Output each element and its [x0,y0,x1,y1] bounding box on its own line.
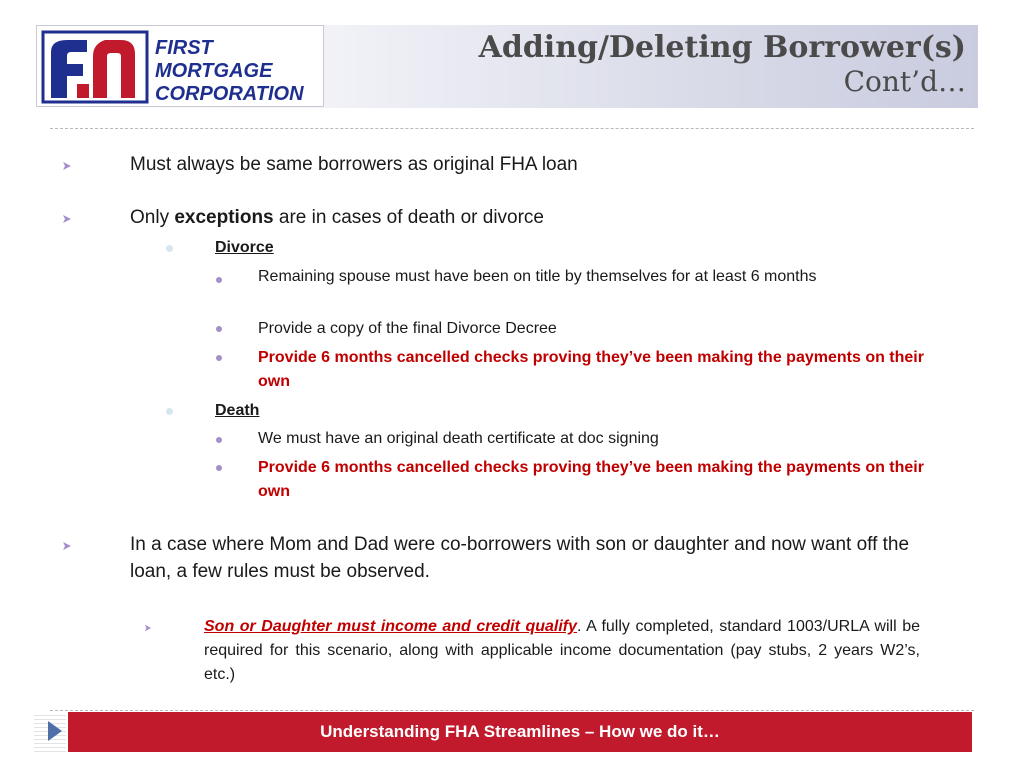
divorce-item-1: Remaining spouse must have been on title by themselves for at least 6 months [258,268,817,285]
title-main: Adding/Deleting Borrower(s) [478,30,966,65]
bullet-only-post: are in cases of death or divorce [273,207,544,228]
arrowhead-bullet-icon [62,214,72,224]
logo-mark-text: f1 [37,26,38,27]
bullet-must-always: Must always be same borrowers as original FHA loan [130,154,578,175]
logo-line2: MORTGAGE [155,60,273,82]
arrowhead-bullet-icon [62,161,72,171]
dot-bullet-icon [216,465,222,471]
divorce-item-2: Provide a copy of the final Divorce Decree [258,320,557,337]
divorce-heading: Divorce [215,239,274,256]
play-triangle-icon [48,721,62,746]
bullet-only-pre: Only [130,207,175,228]
arrowhead-bullet-icon [144,624,152,632]
dot-bullet-icon [216,437,222,443]
death-item-1: We must have an original death certificate at doc signing [258,430,659,447]
death-heading: Death [215,402,260,419]
logo-line3: CORPORATION [155,83,304,105]
son-daughter-qualify: Son or Daughter must income and credit qualify [204,618,578,635]
bullet-only-exceptions [130,204,544,231]
dot-bullet-icon [216,277,222,283]
logo-line1: FIRST [155,37,213,59]
arrowhead-bullet-icon [62,541,72,551]
sub-bullet-son-daughter [204,615,920,687]
death-item-2: Provide 6 months cancelled checks proving they’ve been making the payments on their own [258,459,924,500]
slide-title [479,30,966,98]
dot-bullet-icon [166,408,173,415]
dot-bullet-icon [216,355,222,361]
bottom-divider [50,710,974,711]
title-sub: Cont’d… [843,65,966,98]
dot-bullet-icon [166,245,173,252]
divorce-item-3: Provide 6 months cancelled checks proving they’ve been making the payments on their own [258,349,924,390]
footer-banner [68,712,972,752]
footer-text: Understanding FHA Streamlines – How we do it… [320,722,720,741]
dot-bullet-icon [216,326,222,332]
top-divider [50,128,974,129]
son-daughter-rest: . A fully completed, standard 1003/URLA will be required for this scenario, along with applicable income documentation (pay stubs, 2 years W2’s, etc.) [204,618,920,683]
company-logo [36,25,324,107]
bullet-mom-dad: In a case where Mom and Dad were co-borrowers with son or daughter and now want off the loan, a few rules must be observed. [130,534,910,582]
bullet-exceptions-bold: exceptions [174,207,274,228]
